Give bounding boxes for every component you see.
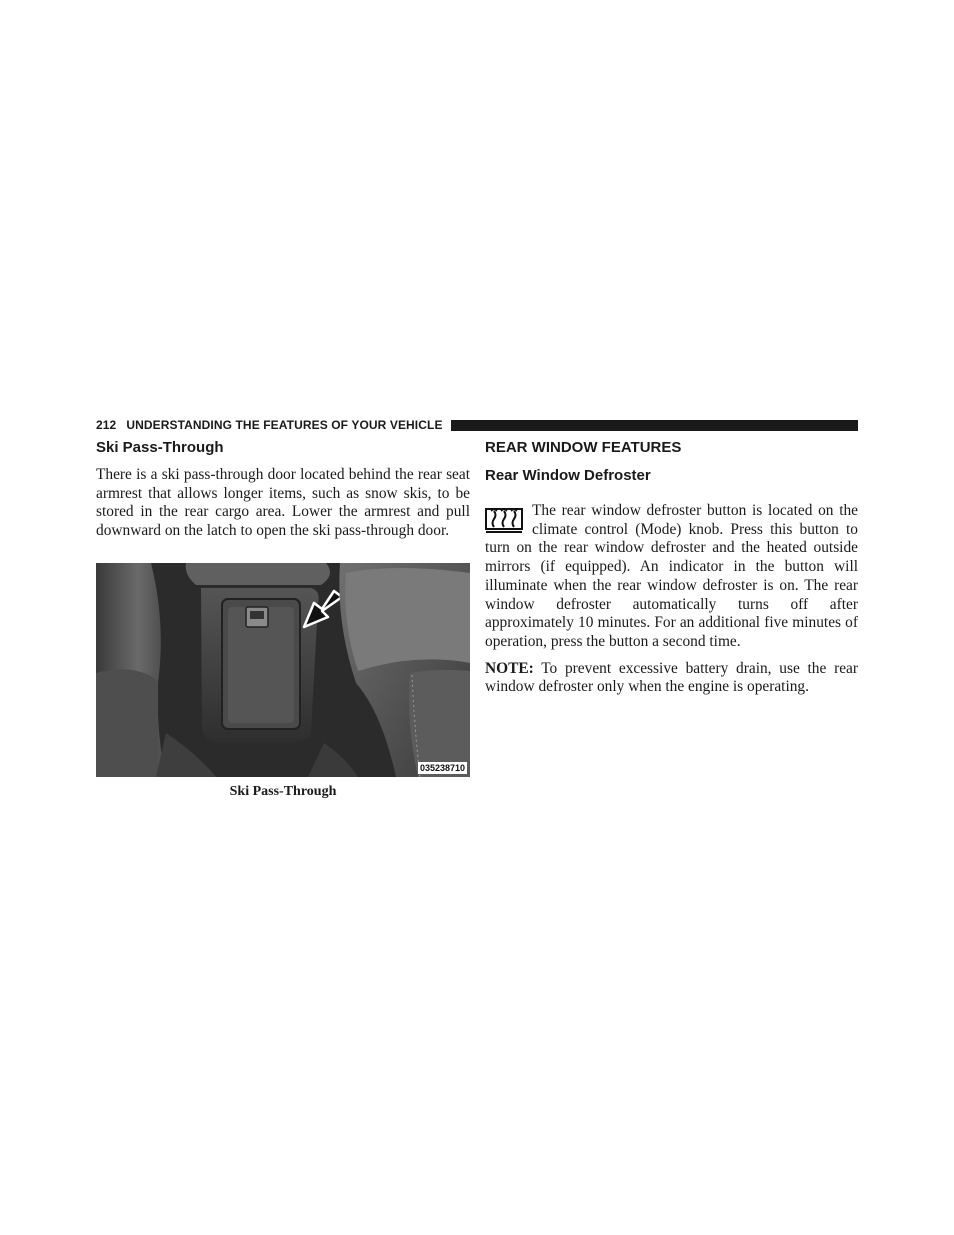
ski-pass-through-photo: [96, 563, 470, 777]
page-number: 212: [96, 418, 117, 432]
defroster-block: [485, 502, 858, 652]
rear-defroster-icon: [485, 508, 523, 534]
running-header: [96, 418, 858, 432]
ski-pass-through-heading: Ski Pass-Through: [96, 439, 224, 456]
figure-caption: Ski Pass-Through: [229, 784, 337, 799]
ski-pass-through-paragraph: There is a ski pass-through door located behind the rear seat armrest that allows longer items, such as snow skis, to be stored in the rear cargo area. Lower the armrest and pull downward on the latch to open the ski pass-through door.: [96, 466, 470, 540]
chapter-title: UNDERSTANDING THE FEATURES OF YOUR VEHICLE: [126, 418, 443, 432]
note-label: NOTE:: [485, 659, 534, 677]
seat-illustration: [96, 563, 470, 777]
note-paragraph: [485, 660, 858, 697]
rear-window-defroster-heading: Rear Window Defroster: [485, 467, 651, 484]
left-column: [96, 438, 470, 541]
rear-window-features-title: REAR WINDOW FEATURES: [485, 439, 682, 456]
figure-id: 035238710: [419, 763, 465, 773]
header-rule: [451, 420, 858, 431]
defroster-paragraph: The rear window defroster button is located on the climate control (Mode) knob. Press this button to turn on the rear window defroster and the heated outside mirrors (if equipped). An indicator in the button will illuminate when the rear window defroster is on. The rear window defroster automatically turns off after approximately 10 minutes. For an additional five minutes of operation, press the button a second time.: [485, 502, 858, 650]
right-column: [485, 438, 858, 697]
note-text: To prevent excessive battery drain, use the rear window defroster only when the engine is operating.: [485, 659, 858, 696]
